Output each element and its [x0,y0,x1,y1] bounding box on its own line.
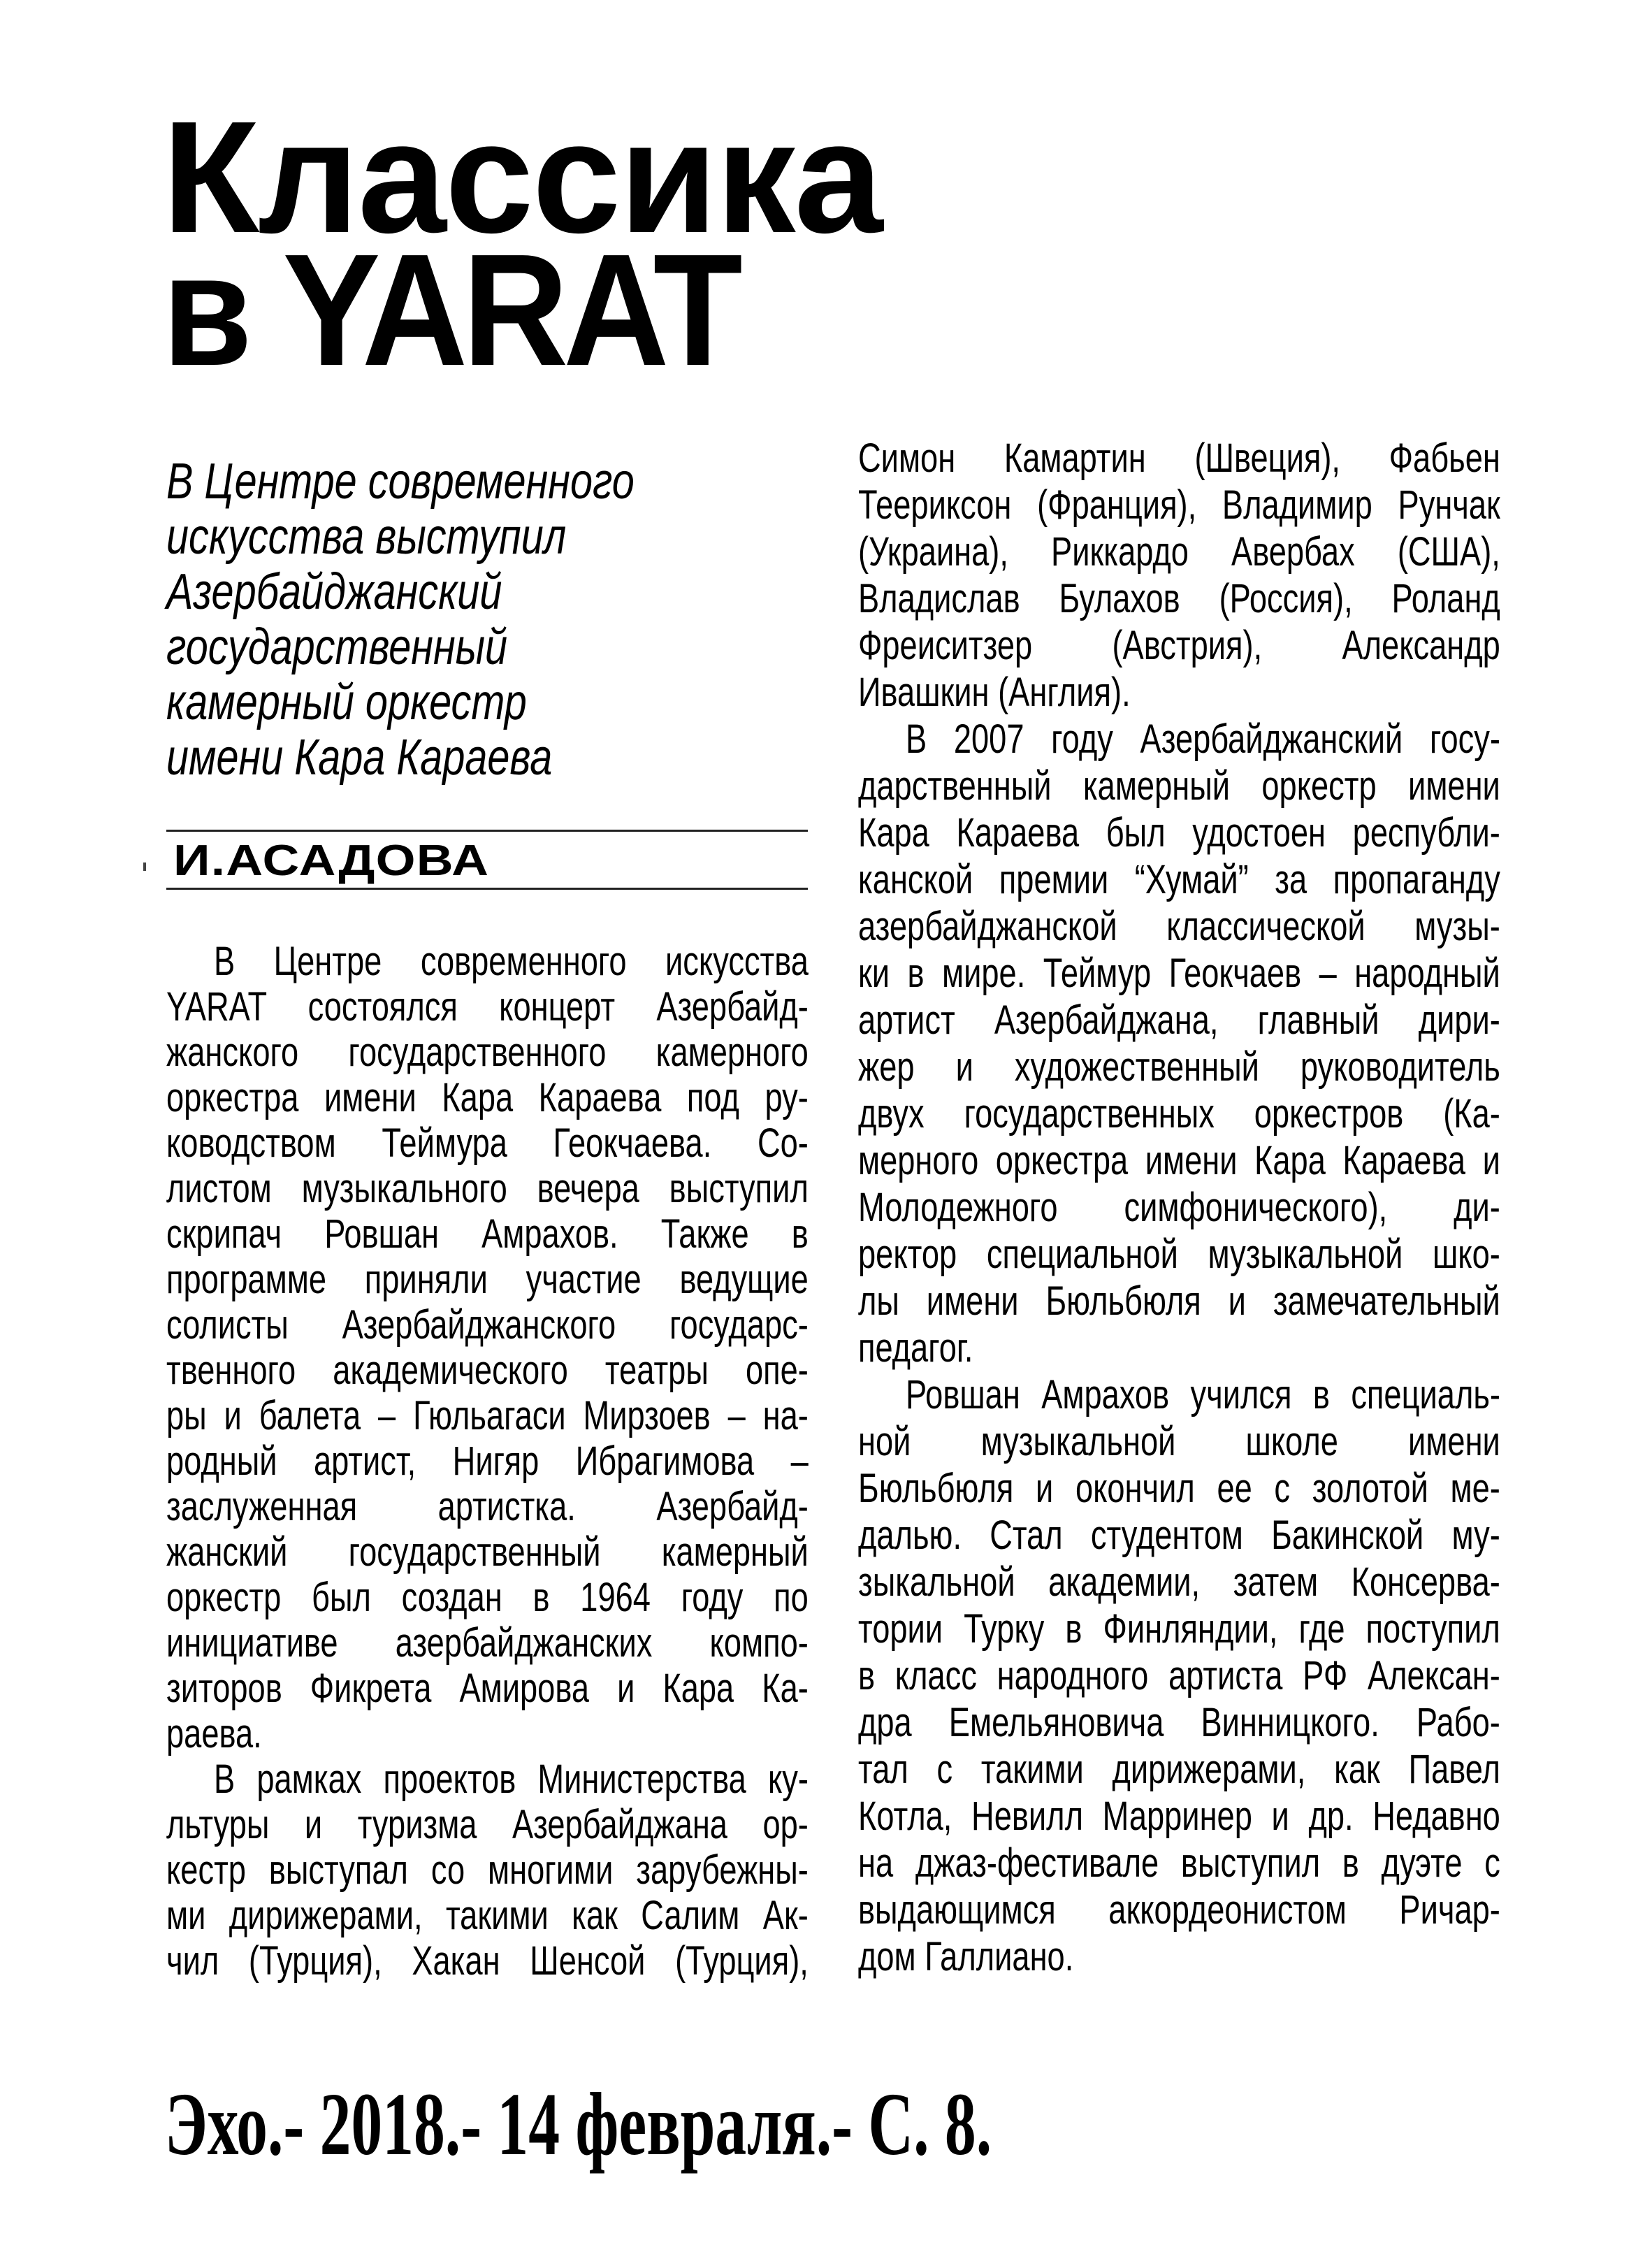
subtitle-line: Азербайджанский [166,564,502,620]
author-rule-bottom [166,888,808,890]
text-line: родный артист, Нигяр Ибрагимова – [166,1438,809,1484]
subtitle-line: имени Кара Караева [166,730,553,786]
text-line: Фреиситзер (Австрия), Александр [858,623,1500,668]
text-line: Теериксон (Франция), Владимир Рунчак [858,482,1500,528]
paragraph [166,1756,809,1984]
text-line: ректор специальной музыкальной шко- [858,1232,1500,1277]
text-line: льтуры и туризма Азербайджана ор- [166,1802,809,1847]
text-line: педагог. [858,1325,973,1371]
text-line: зиторов Фикрета Амирова и Кара Ка- [166,1666,809,1711]
text-line: выдающимся аккордеонистом Ричар- [858,1887,1500,1933]
text-line: Ровшан Амрахов учился в специаль- [906,1372,1500,1417]
text-line: оркестра имени Кара Караева под ру- [166,1075,809,1120]
text-line: лы имени Бюльбюля и замечательный [858,1278,1500,1324]
text-line: Кара Караева был удостоен республи- [858,810,1500,856]
text-line: Владислав Булахов (Россия), Роланд [858,576,1500,621]
text-line: твенного академического театры опе- [166,1348,809,1393]
text-line: артист Азербайджана, главный дири- [858,997,1500,1043]
text-line: тории Турку в Финляндии, где поступил [858,1606,1500,1652]
subtitle-line: В Центре современного [166,454,635,510]
text-line: двух государственных оркестров (Ка- [858,1091,1500,1136]
text-line: дарственный камерный оркестр имени [858,763,1500,809]
text-line: зыкальной академии, затем Консерва- [858,1559,1500,1605]
text-line: кестр выступал со многими зарубежны- [166,1847,809,1893]
text-line: ры и балета – Гюльагаси Мирзоев – на- [166,1393,809,1438]
text-line: жер и художественный руководитель [858,1044,1500,1090]
text-line: Молодежного симфонического), ди- [858,1185,1500,1230]
text-line: ководством Теймура Геокчаева. Со- [166,1120,809,1166]
text-line: листом музыкального вечера выступил [166,1166,809,1211]
text-line: мерного оркестра имени Кара Караева и [858,1138,1500,1183]
headline-line-1: Классика [162,89,882,266]
text-line: Бюльбюля и окончил ее с золотой ме- [858,1466,1500,1511]
text-line: раева. [166,1711,262,1756]
text-line: далью. Стал студентом Бакинской му- [858,1513,1500,1558]
text-line: Симон Камартин (Швеция), Фабьен [858,435,1500,481]
text-line: оркестр был создан в 1964 году по [166,1575,809,1620]
text-line: ки в мире. Теймур Геокчаев – народный [858,951,1500,996]
text-line: тал с такими дирижерами, как Павел [858,1747,1500,1792]
paragraph [858,435,1500,716]
text-line: чил (Турция), Хакан Шенсой (Турция), [166,1938,809,1984]
scan-mark [143,863,146,871]
text-line: на джаз-фестивале выступил в дуэте с [858,1840,1500,1886]
subtitle-lead [166,454,751,786]
author-byline: И.АСАДОВА [173,837,490,885]
text-line: жанский государственный камерный [166,1529,809,1575]
text-line: В Центре современного искусства [214,939,809,984]
text-line: канской премии “Хумай” за пропаганду [858,857,1500,902]
paragraph [166,939,809,1756]
text-line: инициативе азербайджанских компо- [166,1620,809,1666]
text-line: YARAT состоялся концерт Азербайд- [166,984,809,1030]
text-line: скрипач Ровшан Амрахов. Также в [166,1211,809,1257]
text-line: солисты Азербайджанского государс- [166,1302,809,1348]
text-line: В 2007 году Азербайджанский госу- [906,716,1500,762]
paragraph [858,716,1500,1371]
text-line: в класс народного артиста РФ Алексан- [858,1653,1500,1698]
subtitle-line: искусства выступил [166,509,567,565]
text-line: (Украина), Риккардо Авербах (США), [858,529,1500,575]
subtitle-line: камерный оркестр [166,674,527,730]
text-line: жанского государственного камерного [166,1030,809,1075]
text-line: ной музыкальной школе имени [858,1419,1500,1464]
text-line: Ивашкин (Англия). [858,670,1131,715]
text-line: В рамках проектов Министерства ку- [214,1756,809,1802]
text-line: программе приняли участие ведущие [166,1257,809,1302]
text-line: дом Галлиано. [858,1934,1074,1979]
paragraph [858,1371,1500,1980]
text-line: заслуженная артистка. Азербайд- [166,1484,809,1529]
author-rule-top [166,830,808,832]
text-line: дра Емельяновича Винницкого. Рабо- [858,1700,1500,1745]
text-line: ми дирижерами, такими как Салим Ак- [166,1893,809,1938]
text-line: азербайджанской классической музы- [858,904,1500,949]
source-citation: Эхо.- 2018.- 14 февраля.- С. 8. [165,2074,992,2174]
article-column-right [858,435,1500,1980]
article-column-left [166,939,809,1984]
text-line: Котла, Невилл Марринер и др. Недавно [858,1794,1500,1839]
subtitle-line: государственный [166,619,508,675]
headline-line-2: в YARAT [162,222,738,399]
